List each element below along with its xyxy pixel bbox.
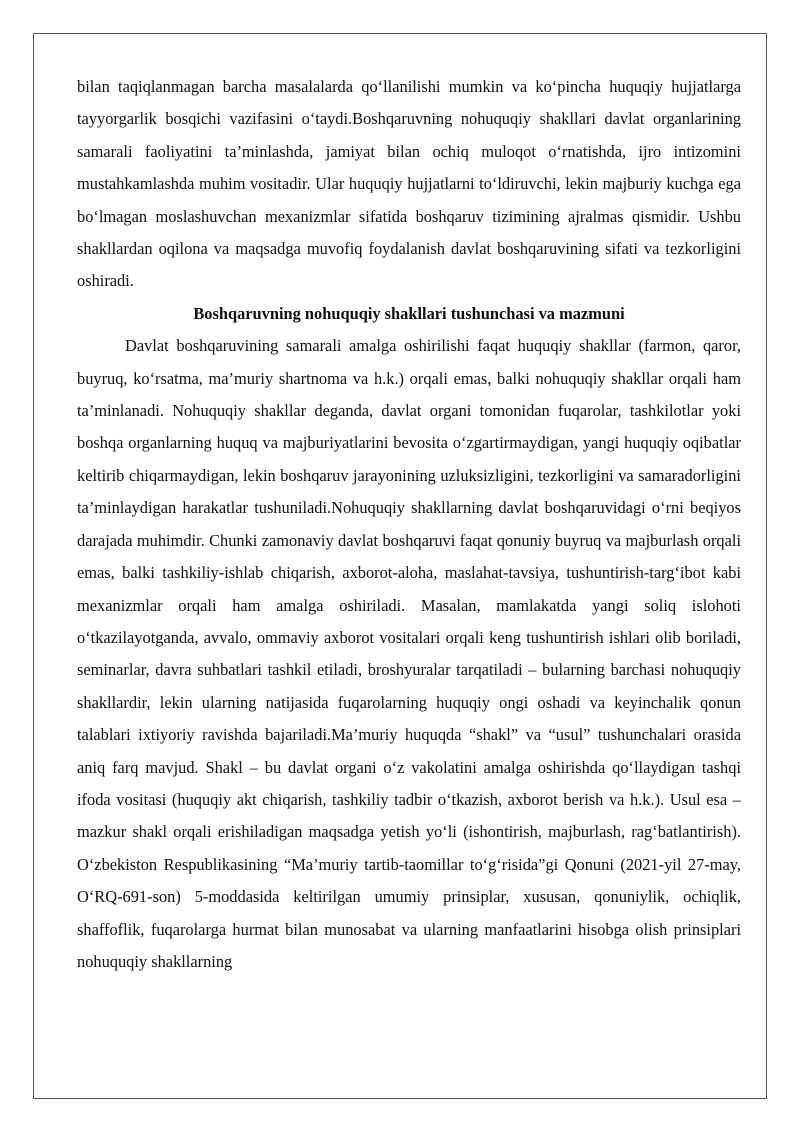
paragraph-main: Davlat boshqaruvining samarali amalga oshirilishi faqat huquqiy shakllar (farmon, qaror, buyruq, ko‘rsatma, ma’muriy shartnoma va h.k.) orqali emas, balki nohuquqiy shakllar orqali ham ta’minlanadi. Nohuquqiy shakllar deganda, davlat organi tomonidan fuqarolar, tashkilotlar yoki boshqa organlarning huquq va majburiyatlarini bevosita o‘zgartirmaydigan, yangi huquqiy oqibatlar keltirib chiqarmaydigan, lekin boshqaruv jarayonining uzluksizligini, tezkorligini va samaradorligini ta’minlaydigan harakatlar tushuniladi.Nohuquqiy shakllarning davlat boshqaruvidagi o‘rni beqiyos darajada muhimdir. Chunki zamonaviy davlat boshqaruvi faqat qonuniy buyruq va majburlash orqali emas, balki tashkiliy-ishlab chiqarish, axborot-aloha, maslahat-tavsiya, tushuntirish-targ‘ibot kabi mexanizmlar orqali ham amalga oshiriladi. Masalan, mamlakatda yangi soliq islohoti o‘tkazilayotganda, avvalo, ommaviy axborot vositalari orqali keng tushuntirish ishlari olib boriladi, seminarlar, davra suhbatlari tashkil etiladi, broshyuralar tarqatiladi – bularning barchasi nohuquqiy shakllardir, lekin ularning natijasida fuqarolarning huquqiy ongi oshadi va keyinchalik qonun talablari ixtiyoriy ravishda bajariladi.Ma’muriy huquqda “shakl” va “usul” tushunchalari orasida aniq farq mavjud. Shakl – bu davlat organi o‘z vakolatini amalga oshirishda qo‘llaydigan tashqi ifoda vositasi (huquqiy akt chiqarish, tashkiliy tadbir o‘tkazish, axborot berish va h.k.). Usul esa – mazkur shakl orqali erishiladigan maqsadga yetish yo‘li (ishontirish, majburlash, rag‘batlantirish). O‘zbekiston Respublikasining “Ma’muriy tartib-taomillar to‘g‘risida”gi Qonuni (2021-yil 27-may, O‘RQ-691-son) 5-moddasida keltirilgan umumiy prinsiplar, xususan, qonuniylik, ochiqlik, shaffoflik, fuqarolarga hurmat bilan munosabat va ularning manfaatlarini hisobga olish prinsiplari nohuquqiy shakllarning	[77, 336, 741, 971]
document-body	[77, 71, 741, 978]
section-heading: Boshqaruvning nohuquqiy shakllari tushunchasi va mazmuni	[193, 303, 625, 323]
paragraph-continuation: bilan taqiqlanmagan barcha masalalarda qo‘llanilishi mumkin va ko‘pincha huquqiy hujjatlarga tayyorgarlik bosqichi vazifasini o‘taydi.Boshqaruvning nohuquqiy shakllari davlat organlarining samarali faoliyatini ta’minlashda, jamiyat bilan ochiq muloqot o‘rnatishda, ijro intizomini mustahkamlashda muhim vositadir. Ular huquqiy hujjatlarni to‘ldiruvchi, lekin majburiy kuchga ega bo‘lmagan moslashuvchan mexanizmlar sifatida boshqaruv tizimining ajralmas qismidir. Ushbu shakllardan oqilona va maqsadga muvofiq foydalanish davlat boshqaruvining sifati va tezkorligini oshiradi.	[77, 77, 741, 291]
